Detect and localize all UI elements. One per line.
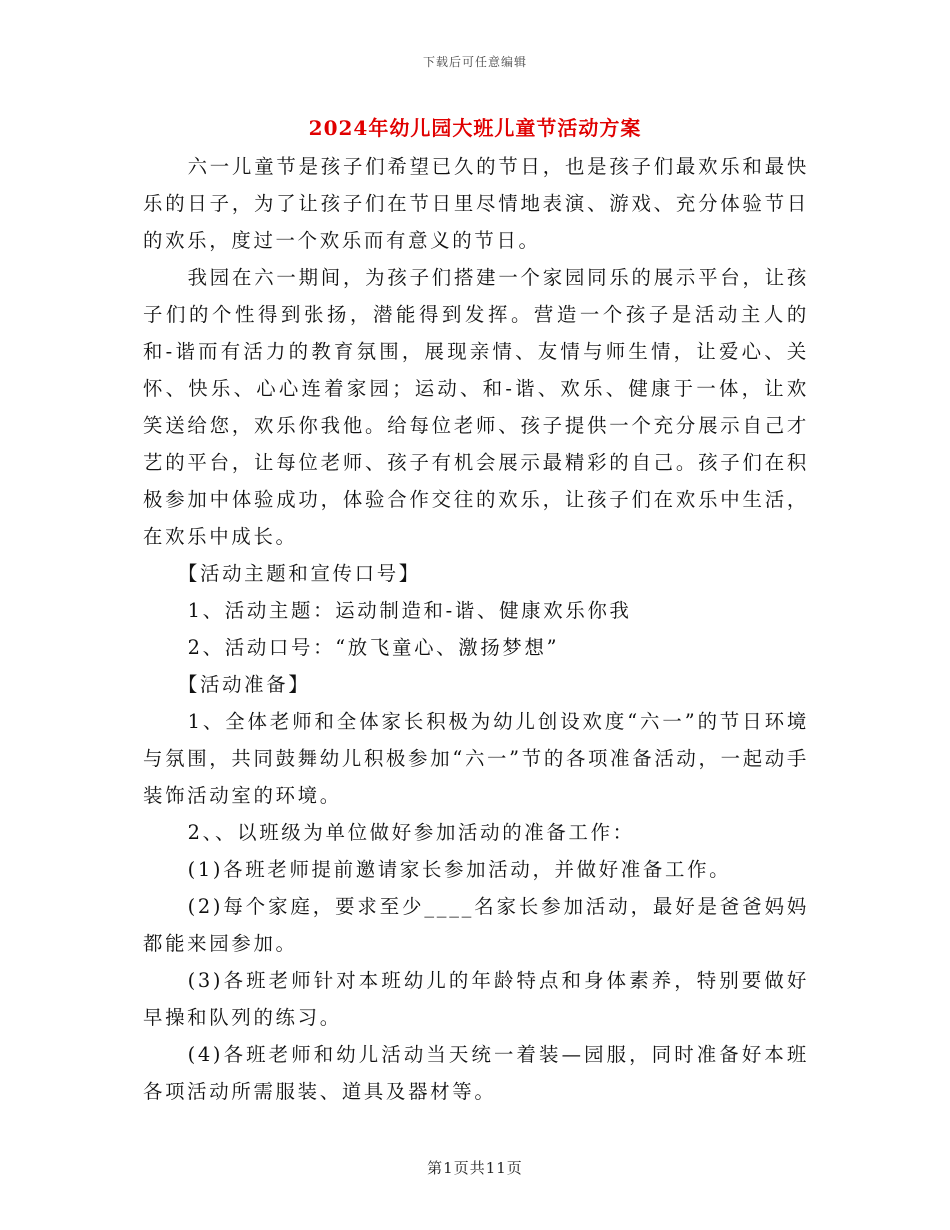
sub-item-2: (2)每个家庭，要求至少____名家长参加活动，最好是爸爸妈妈都能来园参加。 xyxy=(143,895,809,955)
list-item-prep-2: 2、、以班级为单位做好参加活动的准备工作： xyxy=(187,821,635,844)
section-heading-preparation: 【活动准备】 xyxy=(177,673,311,696)
page-footer: 第1页共11页 xyxy=(427,1159,523,1177)
sub-item-3: (3)各班老师针对本班幼儿的年龄特点和身体素养，特别要做好早操和队列的练习。 xyxy=(143,969,809,1029)
list-item-prep-1: 1、全体老师和全体家长积极为幼儿创设欢度“六一”的节日环境与氛围，共同鼓舞幼儿积极参加“六一”节的各项准备活动，一起动手装饰活动室的环境。 xyxy=(143,710,809,807)
sub-item-4: (4)各班老师和幼儿活动当天统一着装—园服，同时准备好本班各项活动所需服装、道具及器材等。 xyxy=(143,1043,809,1103)
list-item-theme: 1、活动主题：运动制造和-谐、健康欢乐你我 xyxy=(187,599,632,622)
document-body xyxy=(143,148,809,1110)
document-title: 2024年幼儿园大班儿童节活动方案 xyxy=(308,116,642,140)
header-note: 下载后可任意编辑 xyxy=(422,55,527,69)
paragraph-background: 我园在六一期间，为孩子们搭建一个家园同乐的展示平台，让孩子们的个性得到张扬，潜能得到发挥。营造一个孩子是活动主人的和-谐而有活力的教育氛围，展现亲情、友情与师生情，让爱心、关怀、快乐、心心连着家园；运动、和-谐、欢乐、健康于一体，让欢笑送给您，欢乐你我他。给每位老师、孩子提供一个充分展示自己才艺的平台，让每位老师、孩子有机会展示最精彩的自己。孩子们在积极参加中体验成功，体验合作交往的欢乐，让孩子们在欢乐中生活，在欢乐中成长。 xyxy=(143,266,809,548)
section-heading-theme: 【活动主题和宣传口号】 xyxy=(177,562,421,585)
list-item-slogan: 2、活动口号：“放飞童心、激扬梦想” xyxy=(187,636,560,659)
sub-item-1: (1)各班老师提前邀请家长参加活动，并做好准备工作。 xyxy=(187,858,732,881)
paragraph-intro: 六一儿童节是孩子们希望已久的节日，也是孩子们最欢乐和最快乐的日子，为了让孩子们在节日里尽情地表演、游戏、充分体验节日的欢乐，度过一个欢乐而有意义的节日。 xyxy=(143,155,809,252)
